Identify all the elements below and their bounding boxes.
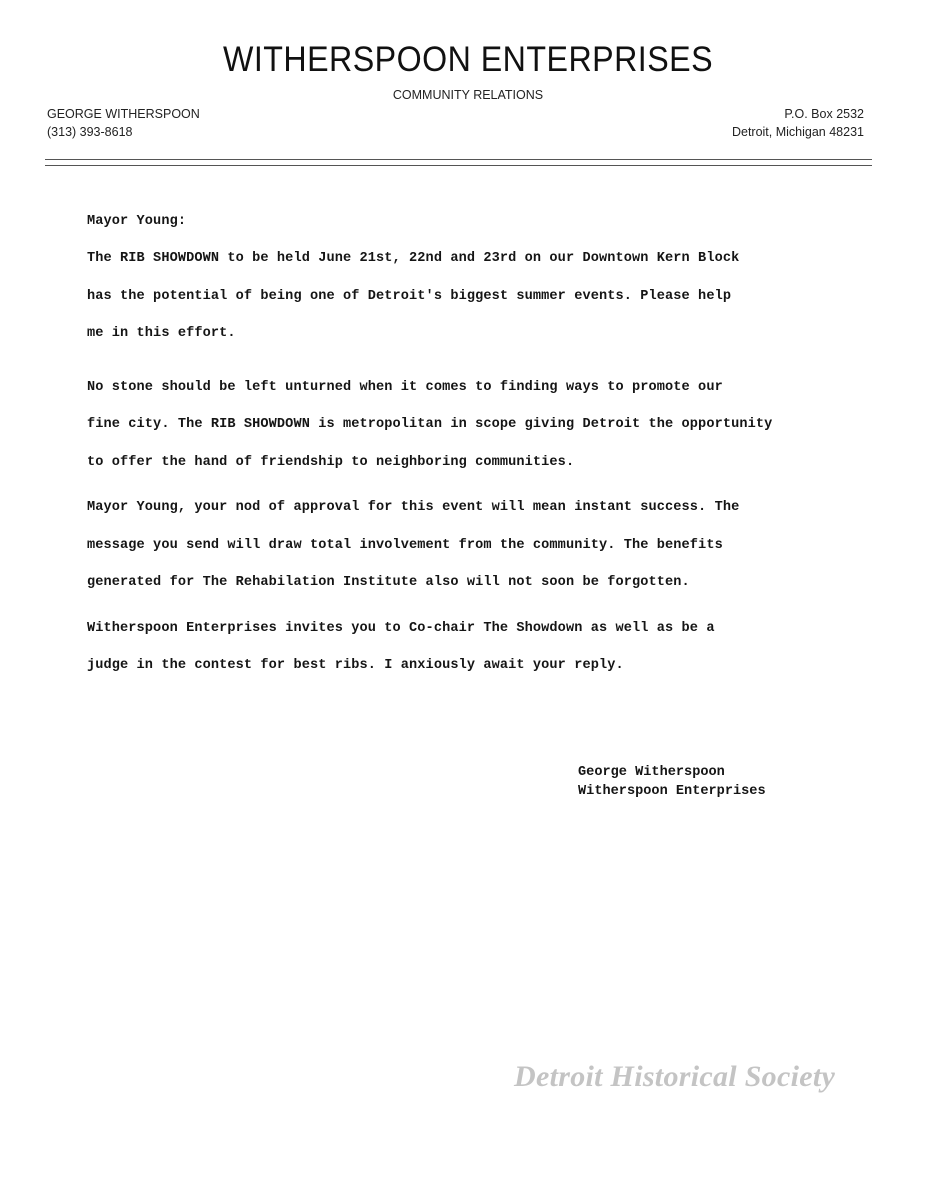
salutation: Mayor Young: (87, 214, 187, 229)
address-block (732, 105, 864, 141)
paragraph-line: Witherspoon Enterprises invites you to Co-chair The Showdown as well as be a (87, 620, 715, 636)
paragraph-2 (87, 376, 877, 489)
signature-organization: Witherspoon Enterprises (578, 784, 766, 799)
signature-block (578, 763, 766, 801)
contact-name: GEORGE WITHERSPOON (47, 107, 200, 121)
paragraph-line: Mayor Young, your nod of approval for this event will mean instant success. The (87, 500, 740, 515)
company-name: WITHERSPOON ENTERPRISES (222, 40, 714, 79)
po-box: P.O. Box 2532 (784, 107, 864, 121)
paragraph-line: No stone should be left unturned when it comes to finding ways to promote our (87, 379, 723, 395)
paragraph-line: to offer the hand of friendship to neighboring communities. (87, 454, 575, 470)
paragraph-line: The RIB SHOWDOWN to be held June 21st, 22nd and 23rd on our Downtown Kern Block (87, 251, 740, 266)
paragraph-line: has the potential of being one of Detroit's biggest summer events. Please help (87, 288, 732, 304)
contact-phone: (313) 393-8618 (47, 125, 133, 139)
letterhead-rule-top (45, 159, 872, 160)
paragraph-3 (87, 496, 877, 609)
watermark: Detroit Historical Society (514, 1060, 836, 1093)
paragraph-4 (87, 617, 877, 692)
paragraph-line: fine city. The RIB SHOWDOWN is metropolitan in scope giving Detroit the opportunity (87, 417, 773, 432)
paragraph-line: judge in the contest for best ribs. I anxiously await your reply. (87, 658, 624, 673)
paragraph-line: generated for The Rehabilation Institute also will not soon be forgotten. (87, 575, 690, 590)
contact-block (47, 105, 200, 141)
paragraph-line: me in this effort. (87, 326, 236, 341)
city-state-zip: Detroit, Michigan 48231 (731, 125, 864, 139)
paragraph-1 (87, 247, 877, 360)
paragraph-line: message you send will draw total involvement from the community. The benefits (87, 537, 723, 553)
signature-name: George Witherspoon (578, 765, 725, 780)
department-name: COMMUNITY RELATIONS (392, 88, 544, 102)
letterhead-rule-bottom (45, 165, 872, 166)
letter-body (87, 210, 877, 692)
